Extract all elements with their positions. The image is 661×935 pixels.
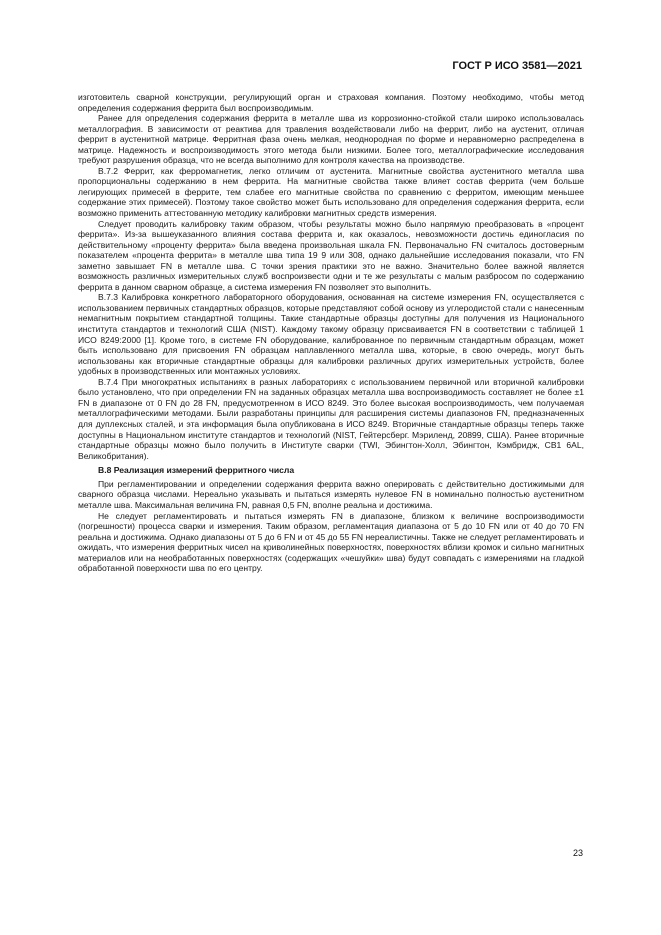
- paragraph: Не следует регламентировать и пытаться измерять FN в диапазоне, близком к величине воспроизводимости (погрешности) процесса сварки и измерения. Таким образом, регламентация диапазона от 5 до 10 FN или от 40 до 70 FN реальна и достижима. Однако диапазоны от 5 до 6 FN и от 45 до 55 FN нереалистичны. Также не следует регламентировать и ожидать, что измерения ферритных чисел на криволинейных поверхностях, поверхностях вблизи кромок и сильно магнитных материалов или на необработанных поверхностях (содержащих «чешуйки» шва) будут совпадать с измерениями на гладкой обработанной поверхности шва по его центру.: [78, 510, 584, 574]
- paragraph: При регламентировании и определении содержания феррита важно оперировать с действительно достижимыми для сварного образца числами. Нереально указывать и пытаться измерять нулевое FN в номинально полностью аустенитном металле шва. Максимальная величина FN, равная 0,5 FN, вполне реальна и достижима.: [78, 478, 584, 510]
- section-heading: В.8 Реализация измерений ферритного числа: [98, 464, 295, 475]
- paragraph: В.7.4 При многократных испытаниях в разных лабораториях с использованием первичной или вторичной калибровки было установлено, что при определении FN на заданных образцах металла шва воспроизводимость составляет не более ±1 FN в диапазоне от 0 FN до 28 FN, предусмотренном в ИСО 8249. Это более высокая воспроизводимость, чем получаемая металлографическими методами. Были разработаны принципы для расширения системы диапазонов FN, предназначенных для дуплексных сталей, и эта информация была опубликована в ИСО 8249. Вторичные стандартные образцы теперь также доступны в Национальном институте стандартов и технологий (NIST, Гейтерсберг. Мэриленд, 20899, США). Ранее вторичные стандартные образцы можно было получить в Институте сварки (TWI, Эбингтон-Холл, Эбингтон, Кэмбридж, CB1 6AL, Великобритания).: [78, 376, 584, 461]
- paragraph: изготовитель сварной конструкции, регулирующий орган и страховая компания. Поэтому необходимо, чтобы метод определения содержания феррита был воспроизводимым.: [78, 92, 584, 113]
- page-number: 23: [572, 848, 583, 858]
- document-code-header: ГОСТ Р ИСО 3581—2021: [452, 60, 582, 72]
- body-text: [78, 92, 584, 574]
- paragraph: Следует проводить калибровку таким образом, чтобы результаты можно было напрямую преобразовать в «процент феррита». Из-за вышеуказанного влияния состава феррита и, как оказалось, невозможности достичь единогласия по действительному «проценту феррита» была введена произвольная шкала FN. Первоначально FN считалось достоверным показателем «процента феррита» в металле шва типа 19 9 или 308, однако дальнейшие исследования показали, что FN заметно завышает FN в металле шва. С точки зрения практики это не важно. Значительно более важной является возможность различных измерительных служб воспроизвести одни и те же результаты с малым разбросом по содержанию феррита в данном сварном образце, а система измерения FN позволяет это выполнить.: [78, 218, 584, 292]
- paragraph: Ранее для определения содержания феррита в металле шва из коррозионно-стойкой стали широко использовалась металлография. В зависимости от реактива для травления воздействовали либо на феррит, либо на аустенит, отличая феррит в аустенитной матрице. Ферритная фаза очень мелкая, неоднородная по форме и неравномерно распределена в матрице. Надежность и воспроизводимость этого метода были низкими. Более того, металлографические исследования требуют разрушения образца, что не всегда выполнимо для контроля качества на производстве.: [78, 113, 584, 166]
- paragraph: В.7.2 Феррит, как ферромагнетик, легко отличим от аустенита. Магнитные свойства аустенитного металла шва пропорциональны содержанию в нем феррита. На магнитные свойства также влияет состав феррита (чем больше легирующих примесей в феррите, тем слабее его магнитные свойства по сравнению с ферритом, имеющим меньшее содержание этих примесей). Поэтому такое свойство может быть использовано для определения содержания феррита, если возможно применить аттестованную методику калибровки магнитных средств измерения.: [78, 165, 584, 219]
- paragraph: В.7.3 Калибровка конкретного лабораторного оборудования, основанная на системе измерения FN, осуществляется с использованием первичных стандартных образцов, которые представляют собой основу из углеродистой стали с нанесенным немагнитным покрытием стандартной толщины. Такие стандартные образцы доступны для получения из Национального института стандартов и технологий США (NIST). Каждому такому образцу присваивается FN в соответствии с таблицей 1 ИСО 8249:2000 [1]. Кроме того, в системе FN оборудование, калиброванное по первичным стандартным образцам, может быть использовано для присвоения FN образцам наплавленного металла шва, которые, в свою очередь, могут быть использованы как вторичные стандартные образцы для калибровки различных других измерительных устройств, более удобных в производственных или монтажных условиях.: [78, 292, 584, 377]
